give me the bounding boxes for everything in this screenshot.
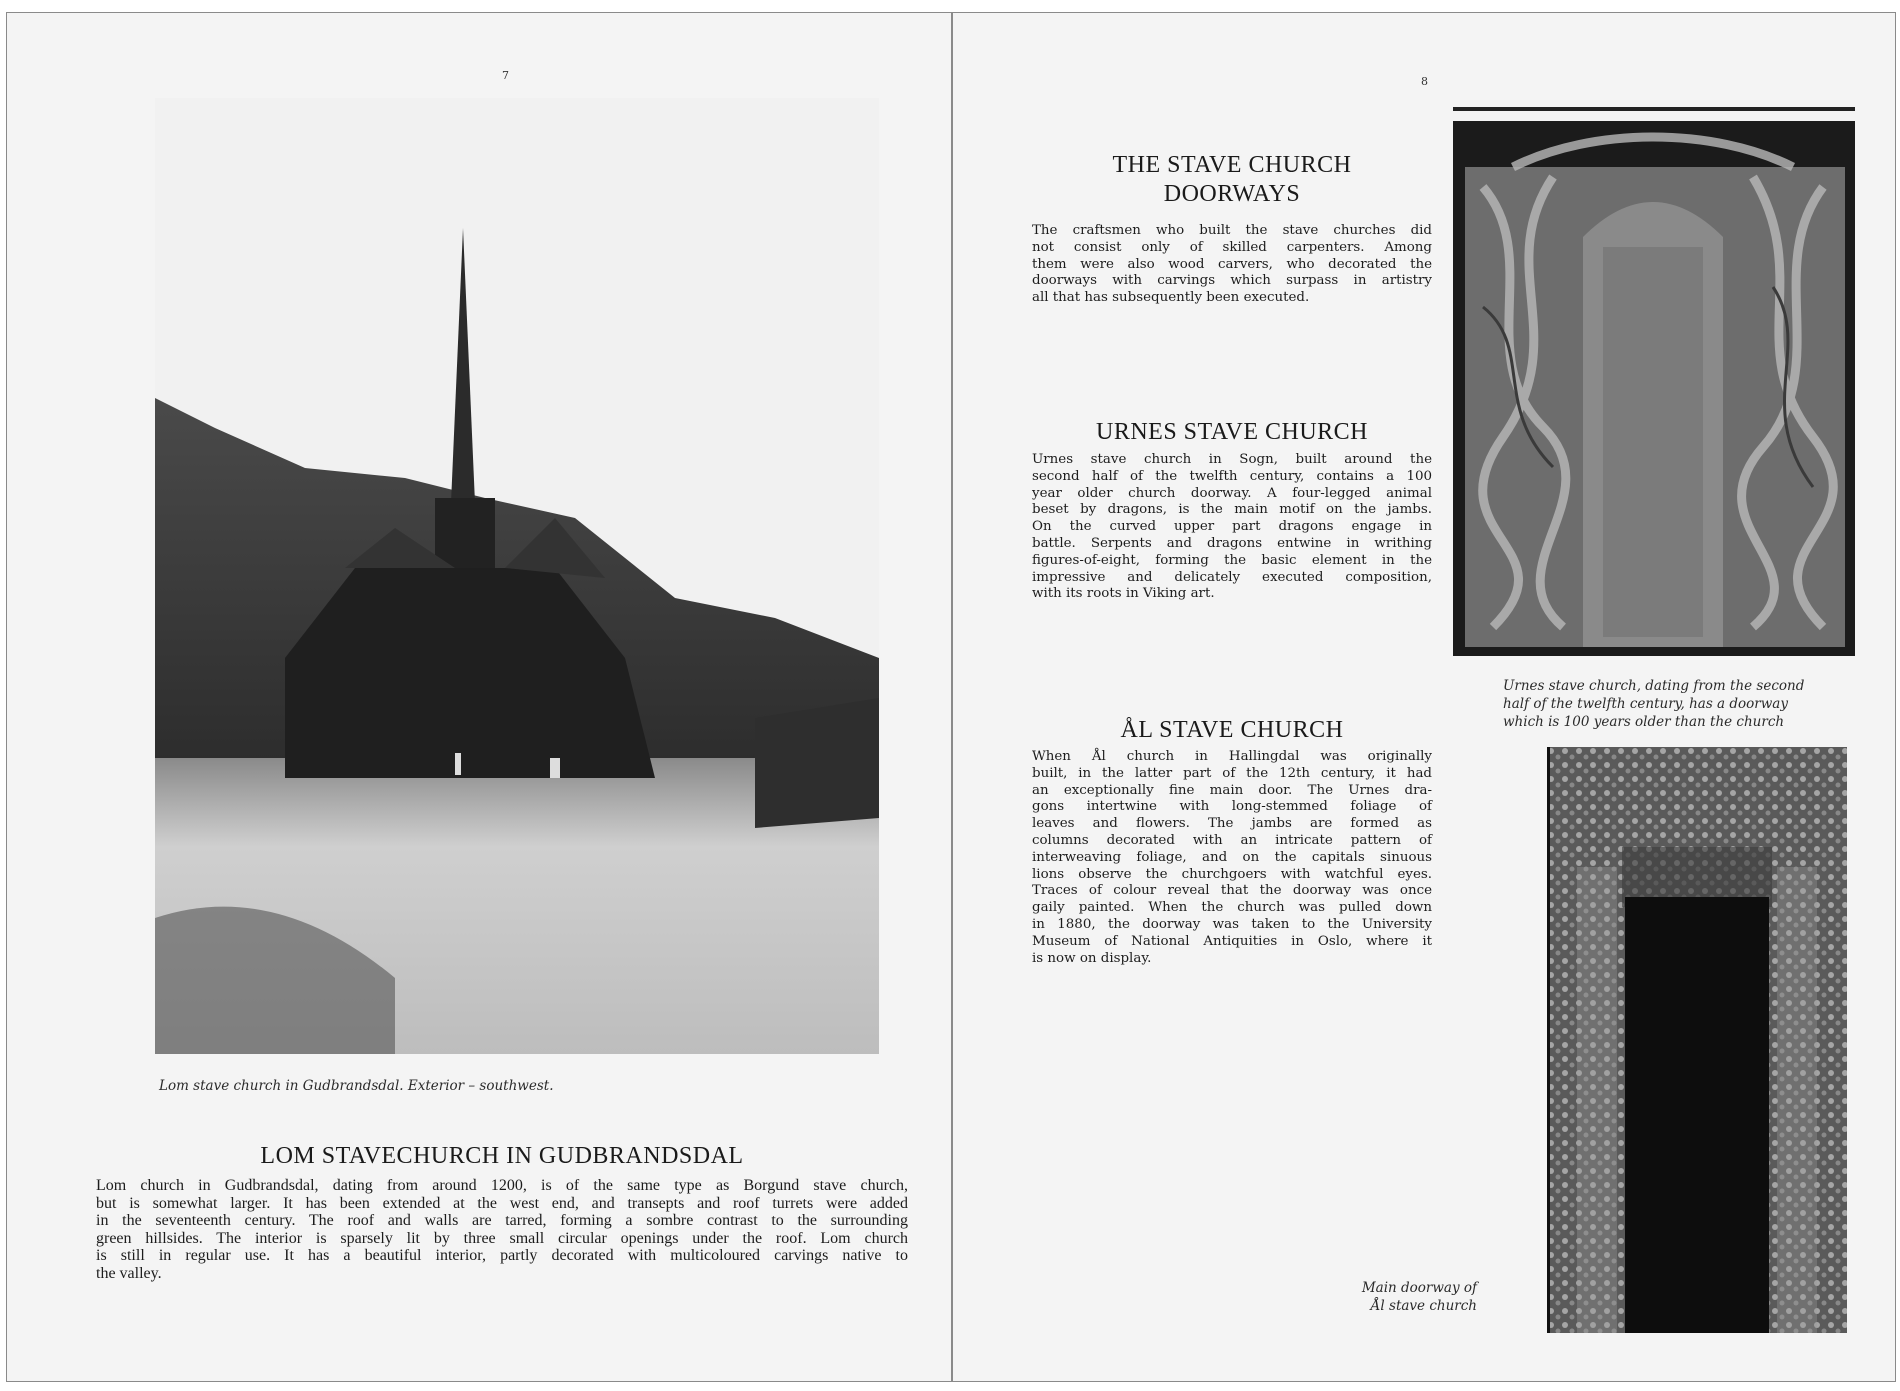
text-line: year older church doorway. A four-legged animal	[1032, 485, 1432, 501]
text-line: not consist only of skilled carpenters. Among	[1032, 239, 1432, 255]
section-heading-doorways	[1032, 151, 1432, 209]
lom-church-photo	[155, 98, 879, 1054]
caption-line: Urnes stave church, dating from the second	[1503, 678, 1805, 694]
left-page	[6, 12, 952, 1382]
text-line: Urnes stave church in Sogn, built around the	[1032, 452, 1432, 467]
page-number: 8	[1421, 75, 1428, 88]
text-line: but is somewhat larger. It has been extended at the west end, and transepts and roof turrets were added	[96, 1194, 908, 1212]
doorways-body	[1032, 223, 1432, 307]
text-line: impressive and delicately executed composition,	[1032, 569, 1432, 585]
section-heading-al: ÅL STAVE CHURCH	[1120, 717, 1344, 743]
lom-photo-caption: Lom stave church in Gudbrandsdal. Exterior – southwest.	[159, 1078, 554, 1094]
text-line: The craftsmen who built the stave churches did	[1032, 223, 1432, 238]
caption-line: Ål stave church	[1370, 1298, 1477, 1314]
text-line: Lom church in Gudbrandsdal, dating from around 1200, is of the same type as Borgund stave church,	[96, 1177, 908, 1194]
section-heading-urnes: URNES STAVE CHURCH	[1095, 419, 1368, 445]
text-line: gaily painted. When the church was pulled down	[1032, 900, 1432, 916]
urnes-photo-caption	[1503, 677, 1843, 731]
al-photo-caption	[1347, 1279, 1477, 1315]
text-line: built, in the latter part of the 12th century, it had	[1032, 765, 1432, 781]
caption-line: Main doorway of	[1361, 1280, 1477, 1296]
heading-line: THE STAVE CHURCH	[1112, 152, 1352, 178]
text-line: When Ål church in Hallingdal was originally	[1032, 749, 1432, 764]
text-line: all that has subsequently been executed.	[1032, 290, 1310, 306]
caption-line: half of the twelfth century, has a doorway	[1503, 696, 1788, 712]
lom-body	[96, 1177, 908, 1283]
page-number: 7	[502, 69, 509, 82]
text-line: columns decorated with an intricate pattern of	[1032, 832, 1432, 848]
text-line: them were also wood carvers, who decorated the	[1032, 256, 1432, 272]
text-line: lions observe the churchgoers with watchful eyes.	[1032, 866, 1432, 882]
al-body	[1032, 749, 1432, 967]
text-line: leaves and flowers. The jambs are formed as	[1032, 816, 1432, 832]
text-line: an exceptionally fine main door. The Urnes dra-	[1032, 782, 1432, 798]
text-line: Traces of colour reveal that the doorway was once	[1032, 883, 1432, 899]
text-line: interweaving foliage, and on the capitals sinuous	[1032, 849, 1432, 865]
lom-heading: LOM STAVECHURCH IN GUDBRANDSDAL	[260, 1143, 744, 1169]
text-line: Museum of National Antiquities in Oslo, where it	[1032, 933, 1432, 949]
right-page	[952, 12, 1896, 1382]
text-line: is now on display.	[1032, 950, 1152, 966]
urnes-body	[1032, 452, 1432, 603]
text-line: On the curved upper part dragons engage in	[1032, 519, 1432, 535]
caption-line: which is 100 years older than the church	[1503, 714, 1785, 730]
text-line: figures-of-eight, forming the basic element in the	[1032, 552, 1432, 568]
text-line: gons intertwine with long-stemmed foliage of	[1032, 799, 1432, 815]
text-line: in the seventeenth century. The roof and walls are tarred, forming a sombre contrast to the surrounding	[96, 1212, 908, 1230]
text-line: beset by dragons, is the main motif on the jambs.	[1032, 502, 1432, 518]
text-line: in 1880, the doorway was taken to the University	[1032, 916, 1432, 932]
text-line: battle. Serpents and dragons entwine in writhing	[1032, 535, 1432, 551]
heading-line: DOORWAYS	[1163, 181, 1301, 207]
text-line: with its roots in Viking art.	[1032, 586, 1215, 602]
text-line: green hillsides. The interior is sparsely lit by three small circular openings under the roof. Lom church	[96, 1229, 908, 1247]
text-line: second half of the twelfth century, contains a 100	[1032, 468, 1432, 484]
urnes-doorway-photo	[1453, 107, 1855, 656]
text-line: doorways with carvings which surpass in artistry	[1032, 273, 1432, 289]
text-line: the valley.	[96, 1264, 162, 1282]
text-line: is still in regular use. It has a beautiful interior, partly decorated with multicoloured carvings native to	[96, 1247, 908, 1265]
al-doorway-photo	[1547, 747, 1847, 1333]
